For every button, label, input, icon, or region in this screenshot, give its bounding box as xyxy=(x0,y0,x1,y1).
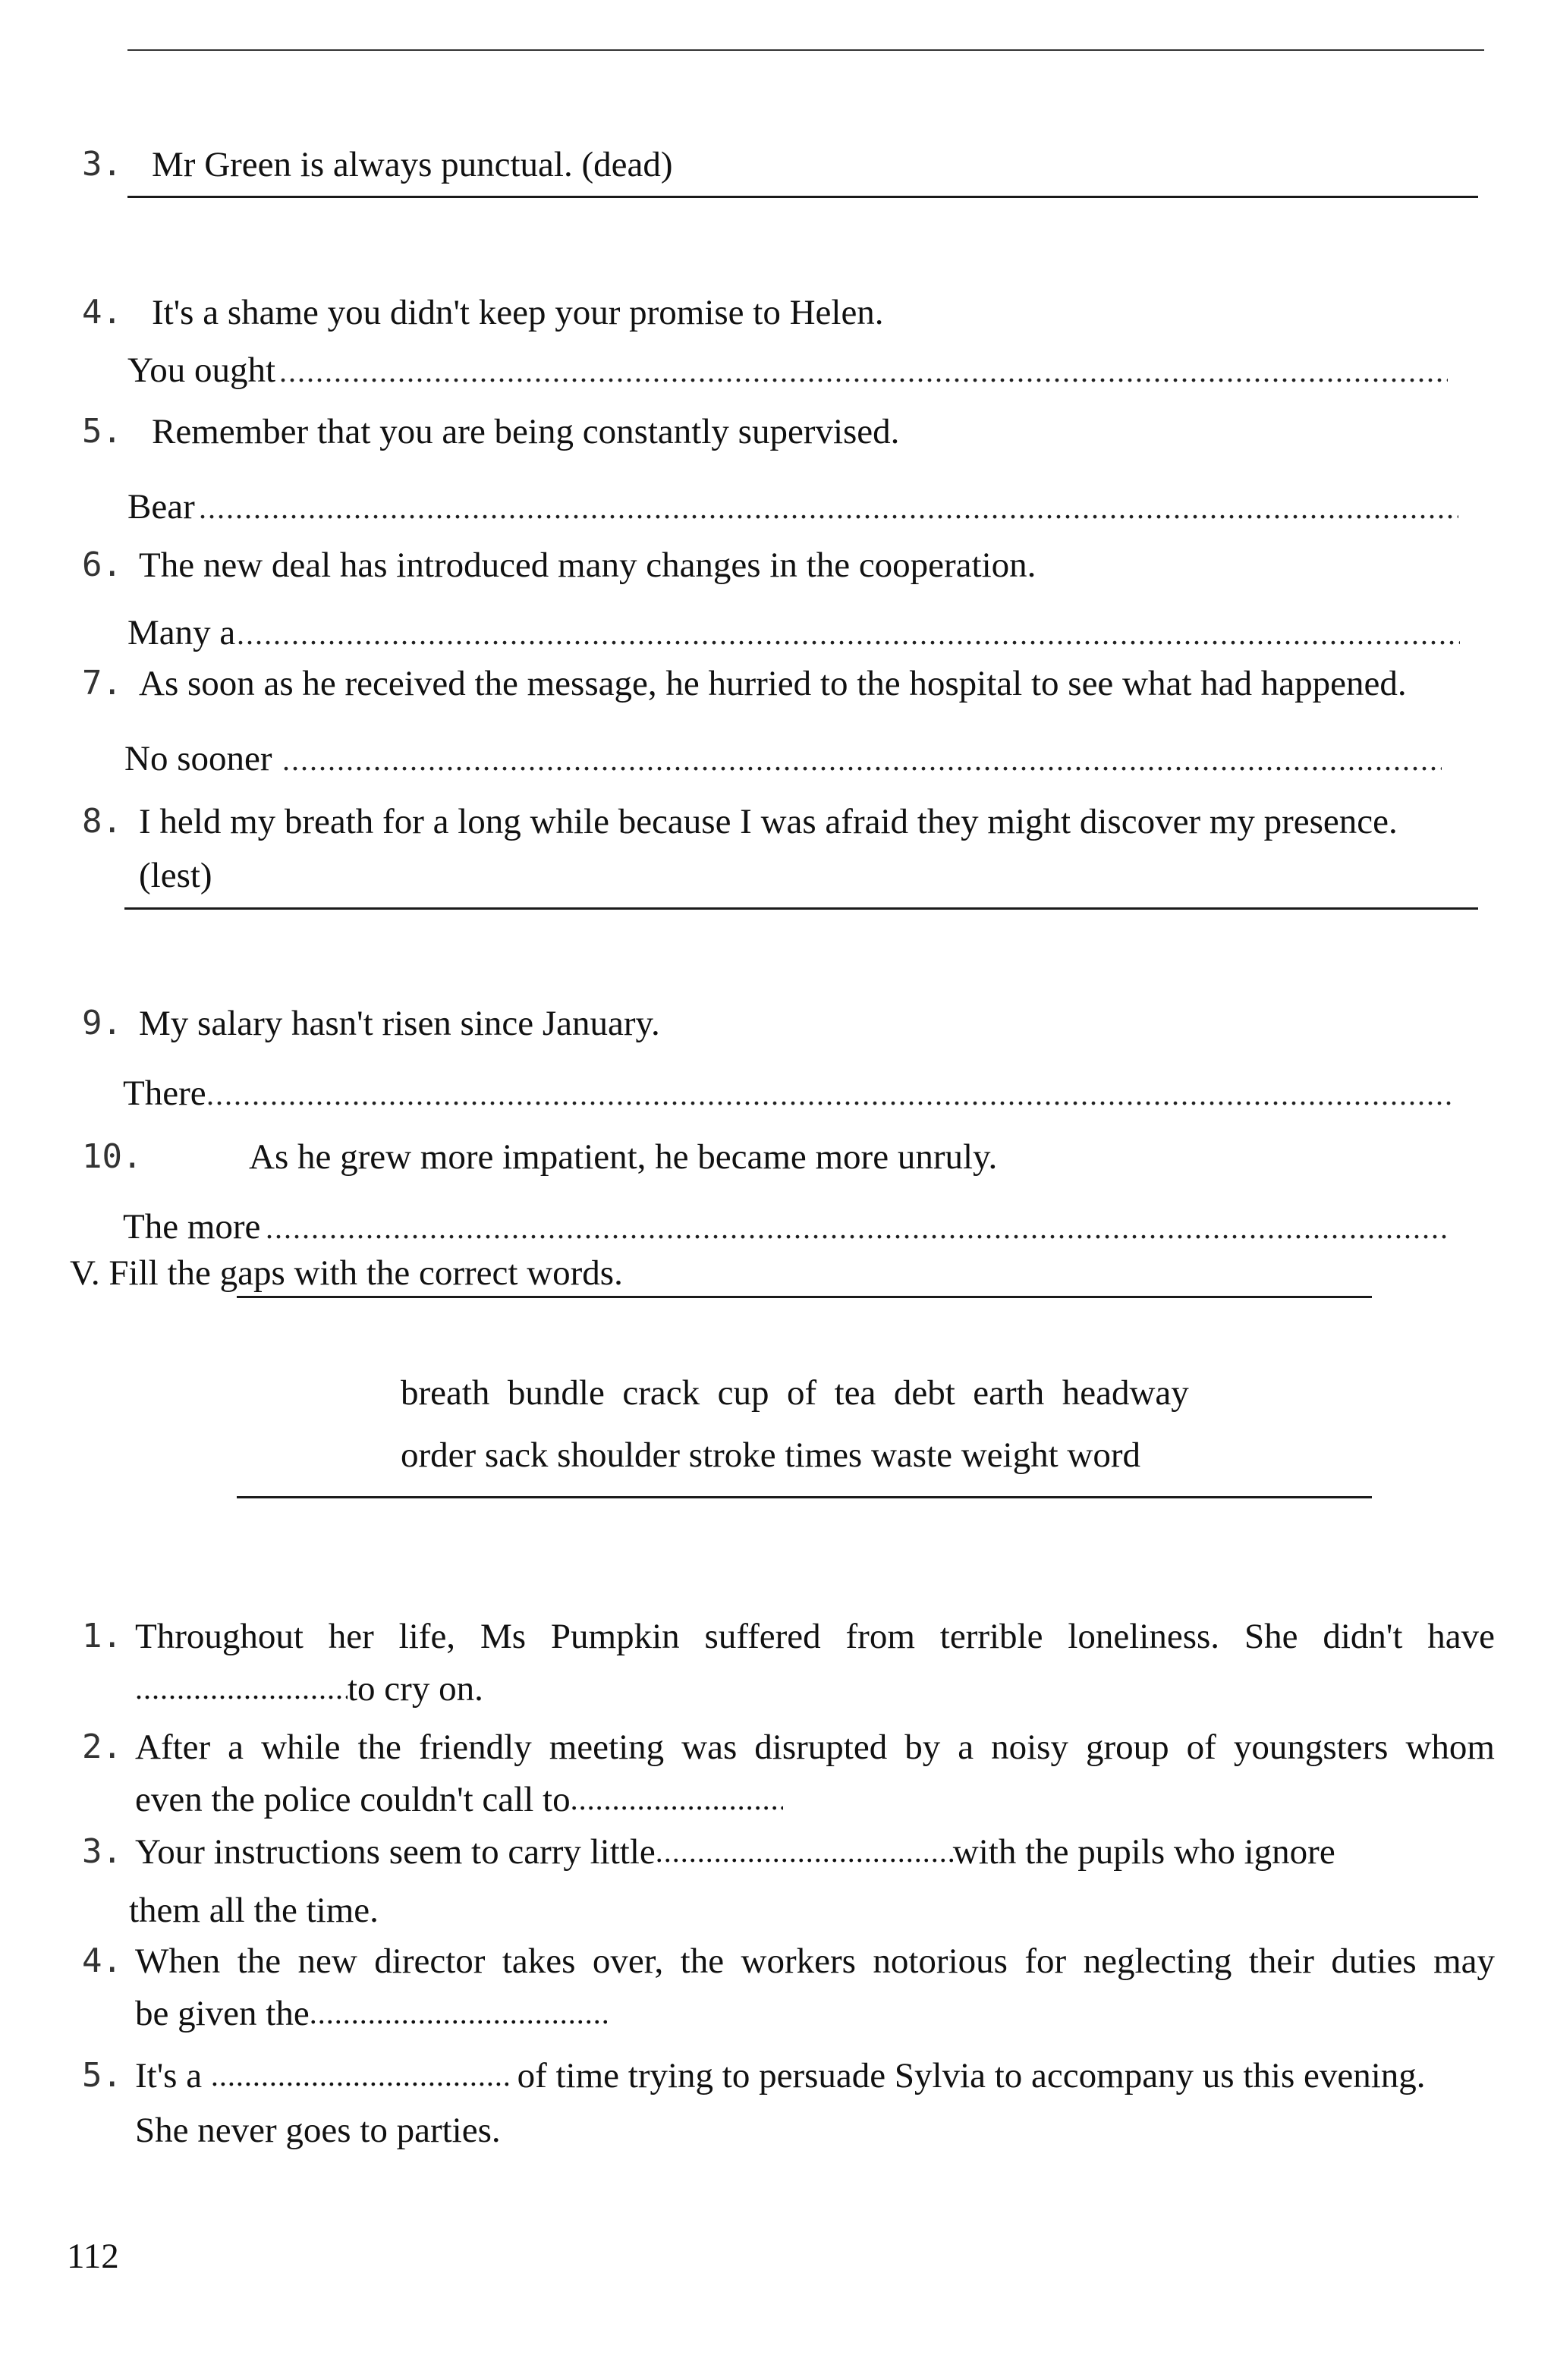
gap-after-text: with the pupils who ignore xyxy=(952,1832,1335,1872)
gap-dots[interactable] xyxy=(571,1788,783,1811)
item-sentence: Remember that you are being constantly supervised. xyxy=(152,412,900,451)
item-number: 3. xyxy=(82,145,122,184)
gap-dots[interactable] xyxy=(135,1677,348,1700)
item-hint: (lest) xyxy=(139,856,212,895)
answer-starter: There xyxy=(123,1074,206,1113)
answer-dots[interactable] xyxy=(282,739,1442,781)
item-sentence: It's a shame you didn't keep your promise to Helen. xyxy=(152,293,884,332)
answer-starter: Many a xyxy=(127,613,236,652)
section-heading: V. Fill the gaps with the correct words. xyxy=(70,1253,623,1293)
gap-dots[interactable] xyxy=(211,2064,508,2087)
item-number: 1. xyxy=(82,1617,122,1655)
item-sentence-continuation xyxy=(135,1778,783,1821)
answer-starter: The more xyxy=(123,1207,261,1247)
gap-before-text: even the police couldn't call to xyxy=(135,1780,571,1819)
item-sentence: The new deal has introduced many changes in the cooperation. xyxy=(139,545,1037,585)
answer-dots[interactable] xyxy=(199,487,1458,530)
answer-line[interactable] xyxy=(127,196,1478,198)
item-number: 3. xyxy=(82,1832,122,1871)
gap-after-text: to cry on. xyxy=(348,1669,483,1709)
item-number: 4. xyxy=(82,1941,122,1980)
answer-starter: No sooner xyxy=(124,739,272,778)
item-number: 4. xyxy=(82,293,122,332)
gap-before-text: Your instructions seem to carry little xyxy=(135,1832,656,1872)
answer-dots[interactable] xyxy=(279,351,1448,393)
gap-dots[interactable] xyxy=(310,2002,607,2025)
answer-dots[interactable] xyxy=(266,1207,1451,1250)
item-sentence-continuation: them all the time. xyxy=(129,1891,379,1930)
answer-starter: Bear xyxy=(127,487,195,527)
item-sentence: Mr Green is always punctual. (dead) xyxy=(152,145,673,184)
item-sentence-continuation: She never goes to parties. xyxy=(135,2111,501,2150)
gap-before-text: It's a xyxy=(135,2056,203,2095)
word-box-line: breath bundle crack cup of tea debt earth headway xyxy=(401,1373,1189,1413)
item-number: 2. xyxy=(82,1728,122,1766)
item-sentence: I held my breath for a long while because I was afraid they might discover my presence. xyxy=(139,802,1398,841)
gap-dots[interactable] xyxy=(656,1841,953,1863)
item-sentence-continuation xyxy=(135,1668,483,1710)
answer-dots[interactable] xyxy=(237,613,1460,656)
item-sentence: When the new director takes over, the workers notorious for neglecting their duties may xyxy=(135,1941,1495,1981)
gap-before-text: be given the xyxy=(135,1994,310,2033)
page-number: 112 xyxy=(67,2237,119,2276)
item-sentence: After a while the friendly meeting was disrupted by a noisy group of youngsters whom xyxy=(135,1728,1495,1767)
item-number: 10. xyxy=(82,1137,143,1176)
word-box-line: order sack shoulder stroke times waste weight word xyxy=(401,1435,1140,1475)
item-number: 9. xyxy=(82,1004,122,1042)
answer-dots[interactable] xyxy=(206,1074,1452,1116)
item-sentence xyxy=(135,2055,1426,2097)
item-number: 6. xyxy=(82,545,122,584)
item-sentence: As he grew more impatient, he became more unruly. xyxy=(249,1137,998,1177)
item-sentence xyxy=(135,1831,1335,1873)
item-sentence: Throughout her life, Ms Pumpkin suffered from terrible loneliness. She didn't have xyxy=(135,1617,1495,1656)
word-box-top-rule xyxy=(237,1296,1372,1298)
answer-line[interactable] xyxy=(124,907,1478,910)
item-sentence: As soon as he received the message, he hurried to the hospital to see what had happened. xyxy=(139,664,1407,703)
answer-starter: You ought xyxy=(127,351,276,390)
item-number: 7. xyxy=(82,664,122,703)
word-box-bottom-rule xyxy=(237,1496,1372,1498)
item-number: 5. xyxy=(82,412,122,451)
item-sentence: My salary hasn't risen since January. xyxy=(139,1004,660,1043)
item-number: 8. xyxy=(82,802,122,841)
top-rule xyxy=(127,49,1484,51)
item-number: 5. xyxy=(82,2056,122,2095)
item-sentence-continuation xyxy=(135,1992,607,2035)
gap-after-text: of time trying to persuade Sylvia to accompany us this evening. xyxy=(517,2056,1426,2095)
